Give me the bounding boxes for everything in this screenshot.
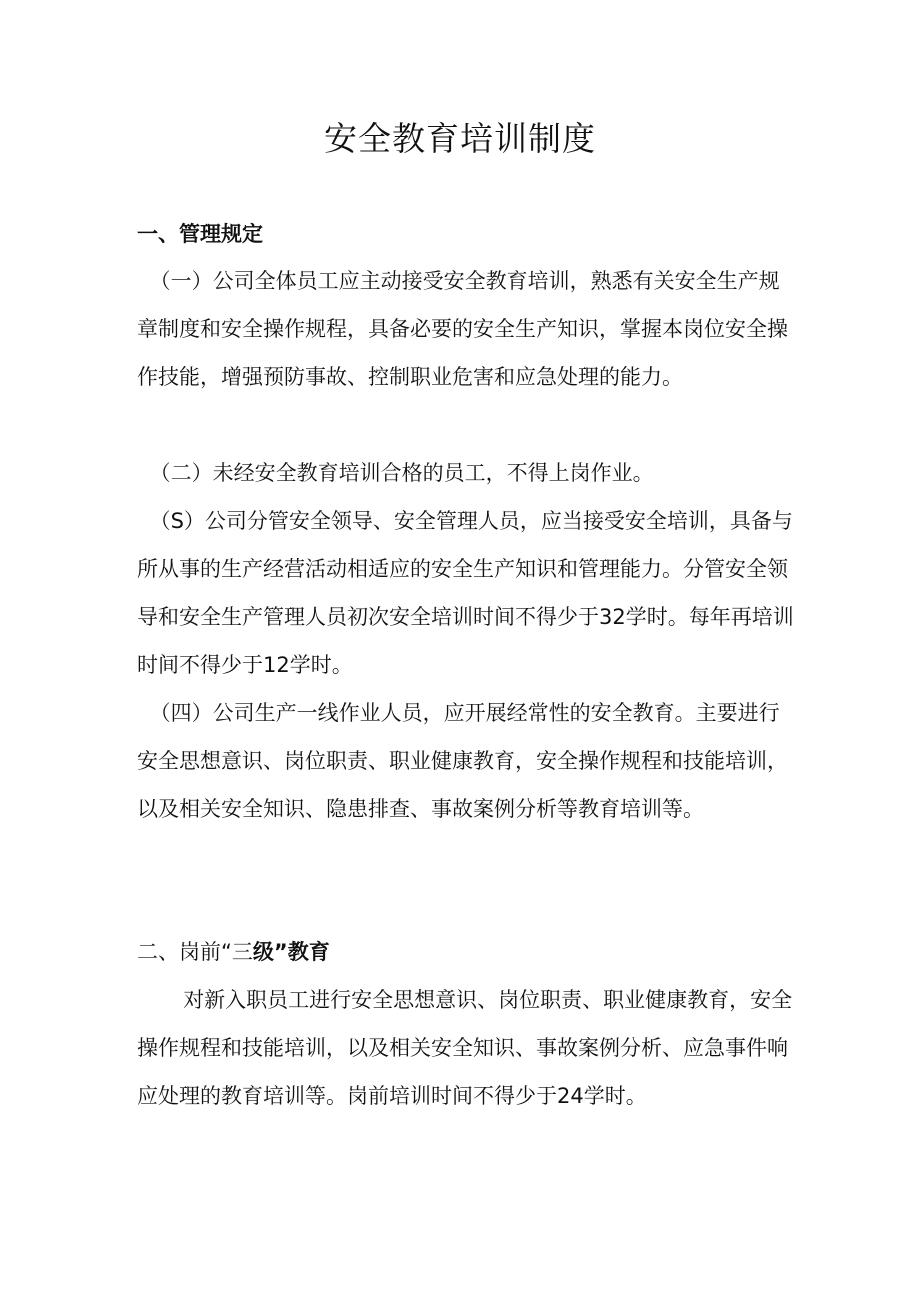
section-1-heading-text: 一、管理规定: [137, 222, 263, 246]
section-2-heading: [137, 937, 797, 967]
section-1-paragraph-2: （二）未经安全教育培训合格的员工，不得上岗作业。: [149, 461, 654, 485]
section-2-heading-prefix: 二、岗前“三: [137, 940, 253, 964]
section-2-heading-bold: 级”教育: [252, 940, 330, 964]
section-2-paragraph-1: 对新入职员工进行安全思想意识、岗位职责、职业健康教育，安全操作规程和技能培训，以及相关安全知识、事故案例分析、应急事件响应处理的教育培训等。岗前培训时间不得少于24学时。: [137, 988, 793, 1108]
section-1-paragraph-3: （S）公司分管安全领导、安全管理人员，应当接受安全培训，具备与所从事的生产经营活动相适应的安全生产知识和管理能力。分管安全领导和安全生产管理人员初次安全培训时间不得少于32学时。每年再培训时间不得少于12学时。: [137, 509, 794, 677]
section-1-heading: [137, 219, 797, 249]
document-title: 安全教育培训制度: [324, 119, 596, 158]
section-1-paragraph-4: （四）公司生产一线作业人员，应开展经常性的安全教育。主要进行安全思想意识、岗位职责、职业健康教育，安全操作规程和技能培训，以及相关安全知识、隐患排查、事故案例分析等教育培训等。: [137, 701, 788, 821]
section-1-paragraph-1: （一）公司全体员工应主动接受安全教育培训，熟悉有关安全生产规章制度和安全操作规程，具备必要的安全生产知识，掌握本岗位安全操作技能，增强预防事故、控制职业危害和应急处理的能力。: [137, 269, 788, 389]
